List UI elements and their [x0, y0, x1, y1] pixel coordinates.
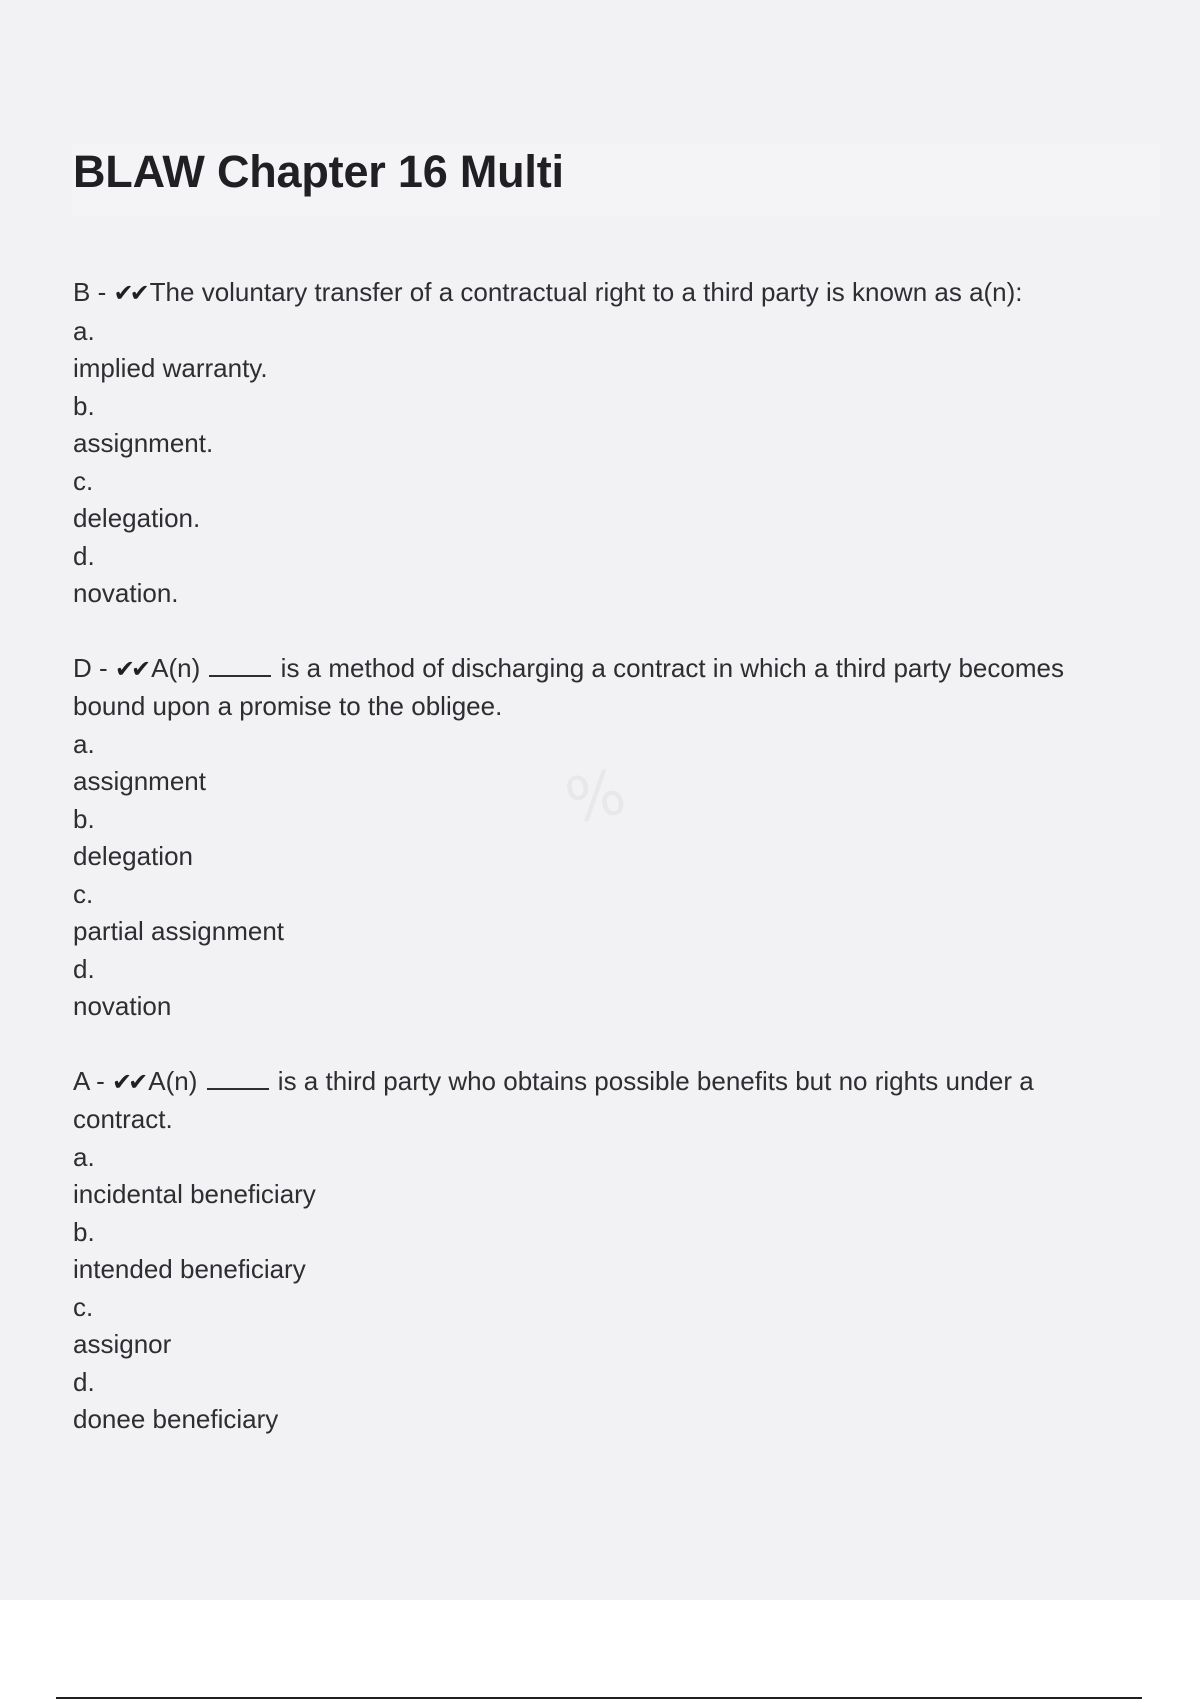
option-letter: b. — [73, 390, 95, 421]
question-text: A(n) — [148, 1065, 205, 1096]
option-letter: d. — [73, 1366, 95, 1397]
option-text: assignor — [73, 1329, 172, 1359]
question-text-line2: contract. — [73, 1104, 173, 1134]
option-text: incidental beneficiary — [73, 1179, 316, 1209]
question-1 — [73, 274, 1173, 613]
document-title: BLAW Chapter 16 Multi — [73, 146, 564, 197]
question-2-prompt — [73, 650, 1173, 689]
question-text-line2: bound upon a promise to the obligee. — [73, 691, 503, 721]
double-check-icon: ✔✔ — [114, 654, 148, 683]
answer-key: B - — [73, 277, 114, 307]
option-text: delegation. — [73, 503, 201, 533]
option-letter: a. — [73, 315, 95, 346]
fill-in-blank — [209, 655, 271, 677]
option-text: assignment — [73, 766, 206, 796]
question-2 — [73, 650, 1173, 1026]
option-text: donee beneficiary — [73, 1404, 279, 1434]
footer-divider — [56, 1697, 1142, 1699]
option-text: novation. — [73, 578, 179, 608]
option-letter: a. — [73, 728, 95, 759]
question-3-prompt — [73, 1063, 1173, 1102]
question-3 — [73, 1063, 1173, 1439]
option-text: delegation — [73, 841, 193, 871]
option-letter: d. — [73, 540, 95, 571]
option-text: partial assignment — [73, 916, 284, 946]
option-letter: c. — [73, 878, 94, 909]
option-text: intended beneficiary — [73, 1254, 306, 1284]
question-list — [73, 274, 1173, 1476]
option-letter: c. — [73, 1291, 94, 1322]
question-text-continued: is a method of discharging a contract in which a third party becomes — [273, 652, 1064, 683]
option-letter: d. — [73, 953, 95, 984]
option-letter: c. — [73, 465, 94, 496]
question-1-prompt — [73, 274, 1173, 313]
double-check-icon: ✔✔ — [112, 1067, 145, 1096]
option-letter: b. — [73, 803, 95, 834]
option-letter: b. — [73, 1216, 95, 1247]
question-text: The voluntary transfer of a contractual right to a third party is known as a(n): — [149, 277, 1023, 307]
question-text-continued: is a third party who obtains possible benefits but no rights under a — [270, 1065, 1034, 1096]
answer-key: D - — [73, 652, 115, 683]
double-check-icon: ✔✔ — [113, 279, 146, 307]
percent-watermark-icon: % — [559, 754, 632, 839]
option-text: novation — [73, 991, 172, 1021]
fill-in-blank — [207, 1068, 269, 1090]
option-text: implied warranty. — [73, 353, 268, 383]
question-text: A(n) — [151, 652, 208, 683]
option-text: assignment. — [73, 428, 214, 458]
option-letter: a. — [73, 1141, 95, 1172]
answer-key: A - — [73, 1065, 113, 1096]
